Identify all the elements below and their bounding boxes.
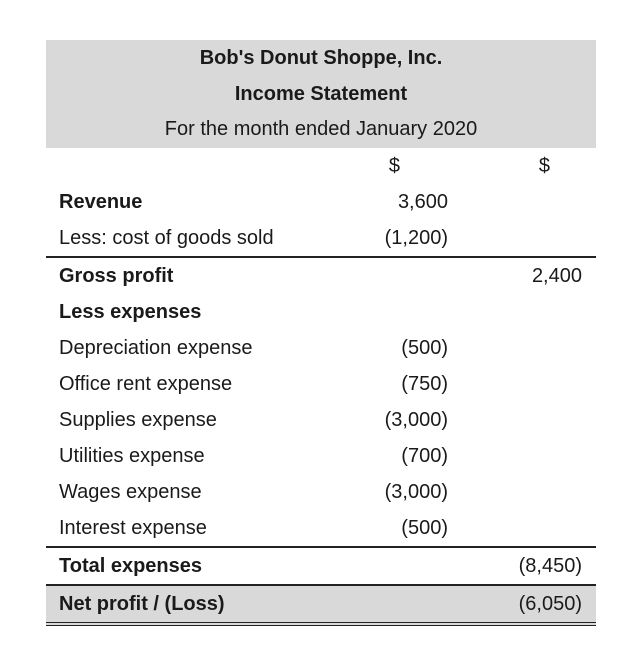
row-office-rent [46, 366, 596, 402]
statement-header [46, 40, 596, 148]
row-less-expenses [46, 294, 596, 330]
row-col1: (500) [401, 517, 448, 539]
col2-currency: $ [538, 155, 550, 177]
row-depreciation [46, 330, 596, 366]
row-col2: 2,400 [531, 265, 582, 287]
row-utilities [46, 438, 596, 474]
row-gross-profit [46, 256, 596, 294]
row-col2: (6,050) [518, 593, 582, 615]
row-label: Utilities expense [59, 445, 205, 467]
row-label: Wages expense [59, 481, 202, 503]
statement-title: Income Statement [234, 83, 408, 105]
row-label: Interest expense [59, 517, 207, 539]
row-supplies [46, 402, 596, 438]
row-label: Depreciation expense [59, 337, 253, 359]
company-name: Bob's Donut Shoppe, Inc. [199, 47, 443, 69]
row-revenue [46, 184, 596, 220]
row-label: Revenue [59, 191, 143, 213]
row-col1: (700) [401, 445, 448, 467]
row-col1: (1,200) [384, 227, 448, 249]
row-label: Office rent expense [59, 373, 233, 395]
income-statement [46, 40, 596, 626]
col1-currency: $ [388, 155, 400, 177]
row-label: Supplies expense [59, 409, 217, 431]
row-label: Less expenses [59, 301, 202, 323]
currency-header-row [46, 148, 596, 184]
row-label: Total expenses [59, 555, 203, 577]
row-label: Less: cost of goods sold [59, 227, 274, 249]
row-cogs [46, 220, 596, 256]
row-col1: (3,000) [384, 481, 448, 503]
row-col1: 3,600 [397, 191, 448, 213]
row-net-profit [46, 584, 596, 626]
row-col2: (8,450) [518, 555, 582, 577]
row-col1: (3,000) [384, 409, 448, 431]
row-wages [46, 474, 596, 510]
row-total-expenses [46, 546, 596, 584]
row-label: Gross profit [59, 265, 174, 287]
row-col1: (750) [401, 373, 448, 395]
row-col1: (500) [401, 337, 448, 359]
statement-period: For the month ended January 2020 [164, 118, 478, 140]
row-interest [46, 510, 596, 546]
row-label: Net profit / (Loss) [59, 593, 225, 615]
